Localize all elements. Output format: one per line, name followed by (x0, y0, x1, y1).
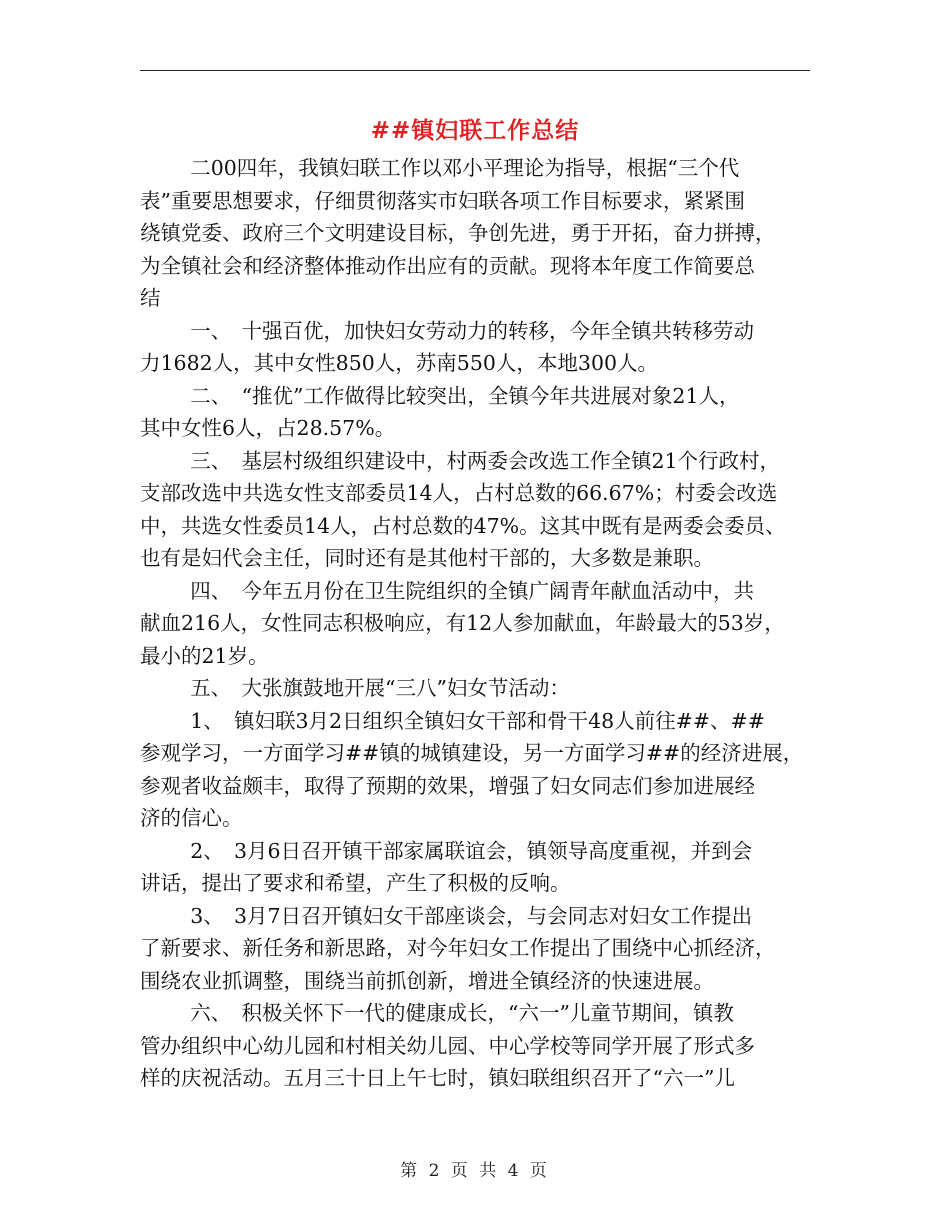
paragraph (140, 152, 810, 315)
paragraph-line: 参观学习，一方面学习##镇的城镇建设，另一方面学习##的经济进展， (140, 741, 804, 765)
header-rule (140, 70, 810, 71)
paragraph (140, 997, 810, 1095)
paragraph-line: 最小的21岁。 (140, 643, 269, 668)
paragraph-line: 了新要求、新任务和新思路，对今年妇女工作提出了围绕中心抓经济， (140, 936, 776, 960)
paragraph-line: 参观者收益颇丰，取得了预期的效果，增强了妇女同志们参加进展经 (140, 773, 755, 798)
paragraph-line: 三、 基层村级组织建设中，村两委会改选工作全镇21个行政村， (190, 448, 781, 473)
paragraph-line: 五、 大张旗鼓地开展“三八”妇女节活动： (190, 676, 570, 700)
paragraph-line: 一、 十强百优，加快妇女劳动力的转移，今年全镇共转移劳动 (190, 318, 754, 343)
paragraph-line: 绕镇党委、政府三个文明建设目标，争创先进，勇于开拓，奋力拼搏， (140, 221, 776, 245)
paragraph (140, 672, 810, 705)
paragraph-line: 支部改选中共选女性支部委员14人，占村总数的66.67%；村委会改选 (140, 481, 778, 505)
paragraph (140, 835, 810, 900)
page-footer: 第 2 页 共 4 页 (400, 1161, 550, 1181)
paragraph-line: 六、 积极关怀下一代的健康成长，“六一”儿童节期间，镇教 (190, 1001, 734, 1025)
paragraph (140, 705, 810, 835)
paragraph-line: 结 (140, 286, 161, 310)
paragraph-line: 也有是妇代会主任，同时还有是其他村干部的，大多数是兼职。 (140, 546, 714, 570)
paragraph-line: 中，共选女性委员14人，占村总数的47%。这其中既有是两委会委员、 (140, 513, 786, 538)
paragraph (140, 900, 810, 998)
paragraph (140, 575, 810, 673)
paragraph-line: 为全镇社会和经济整体推动作出应有的贡献。现将本年度工作简要总 (140, 253, 755, 278)
paragraph-line: 二、 “推优”工作做得比较突出，全镇今年共进展对象21人， (190, 383, 740, 408)
paragraph-line: 其中女性6人，占28.57%。 (140, 416, 396, 440)
paragraph-line: 管办组织中心幼儿园和村相关幼儿园、中心学校等同学开展了形式多 (140, 1033, 755, 1058)
paragraph-line: 力1682人，其中女性850人，苏南550人，本地300人。 (140, 351, 659, 375)
paragraph-line: 围绕农业抓调整，围绕当前抓创新，增进全镇经济的快速进展。 (140, 968, 714, 993)
paragraph-line: 讲话，提出了要求和希望，产生了积极的反响。 (140, 871, 571, 895)
paragraph-line: 表”重要思想要求，仔细贯彻落实市妇联各项工作目标要求，紧紧围 (140, 188, 745, 213)
paragraph-line: 二00四年，我镇妇联工作以邓小平理论为指导，根据“三个代 (190, 156, 740, 180)
document-body (140, 152, 810, 1095)
paragraph (140, 380, 810, 445)
paragraph-line: 样的庆祝活动。五月三十日上午七时，镇妇联组织召开了“六一”儿 (140, 1066, 735, 1090)
paragraph-line: 献血216人，女性同志积极响应，有12人参加献血，年龄最大的53岁， (140, 611, 785, 635)
paragraph-line: 2、 3月6日召开镇干部家属联谊会，镇领导高度重视，并到会 (190, 838, 753, 863)
paragraph (140, 445, 810, 575)
paragraph-line: 1、 镇妇联3月2日组织全镇妇女干部和骨干48人前往##、## (190, 708, 765, 733)
paragraph-line: 3、 3月7日召开镇妇女干部座谈会，与会同志对妇女工作提出 (190, 903, 753, 928)
document-title: ##镇妇联工作总结 (370, 117, 580, 144)
paragraph-line: 济的信心。 (140, 806, 243, 830)
paragraph-line: 四、 今年五月份在卫生院组织的全镇广阔青年献血活动中，共 (190, 578, 754, 603)
paragraph (140, 315, 810, 380)
